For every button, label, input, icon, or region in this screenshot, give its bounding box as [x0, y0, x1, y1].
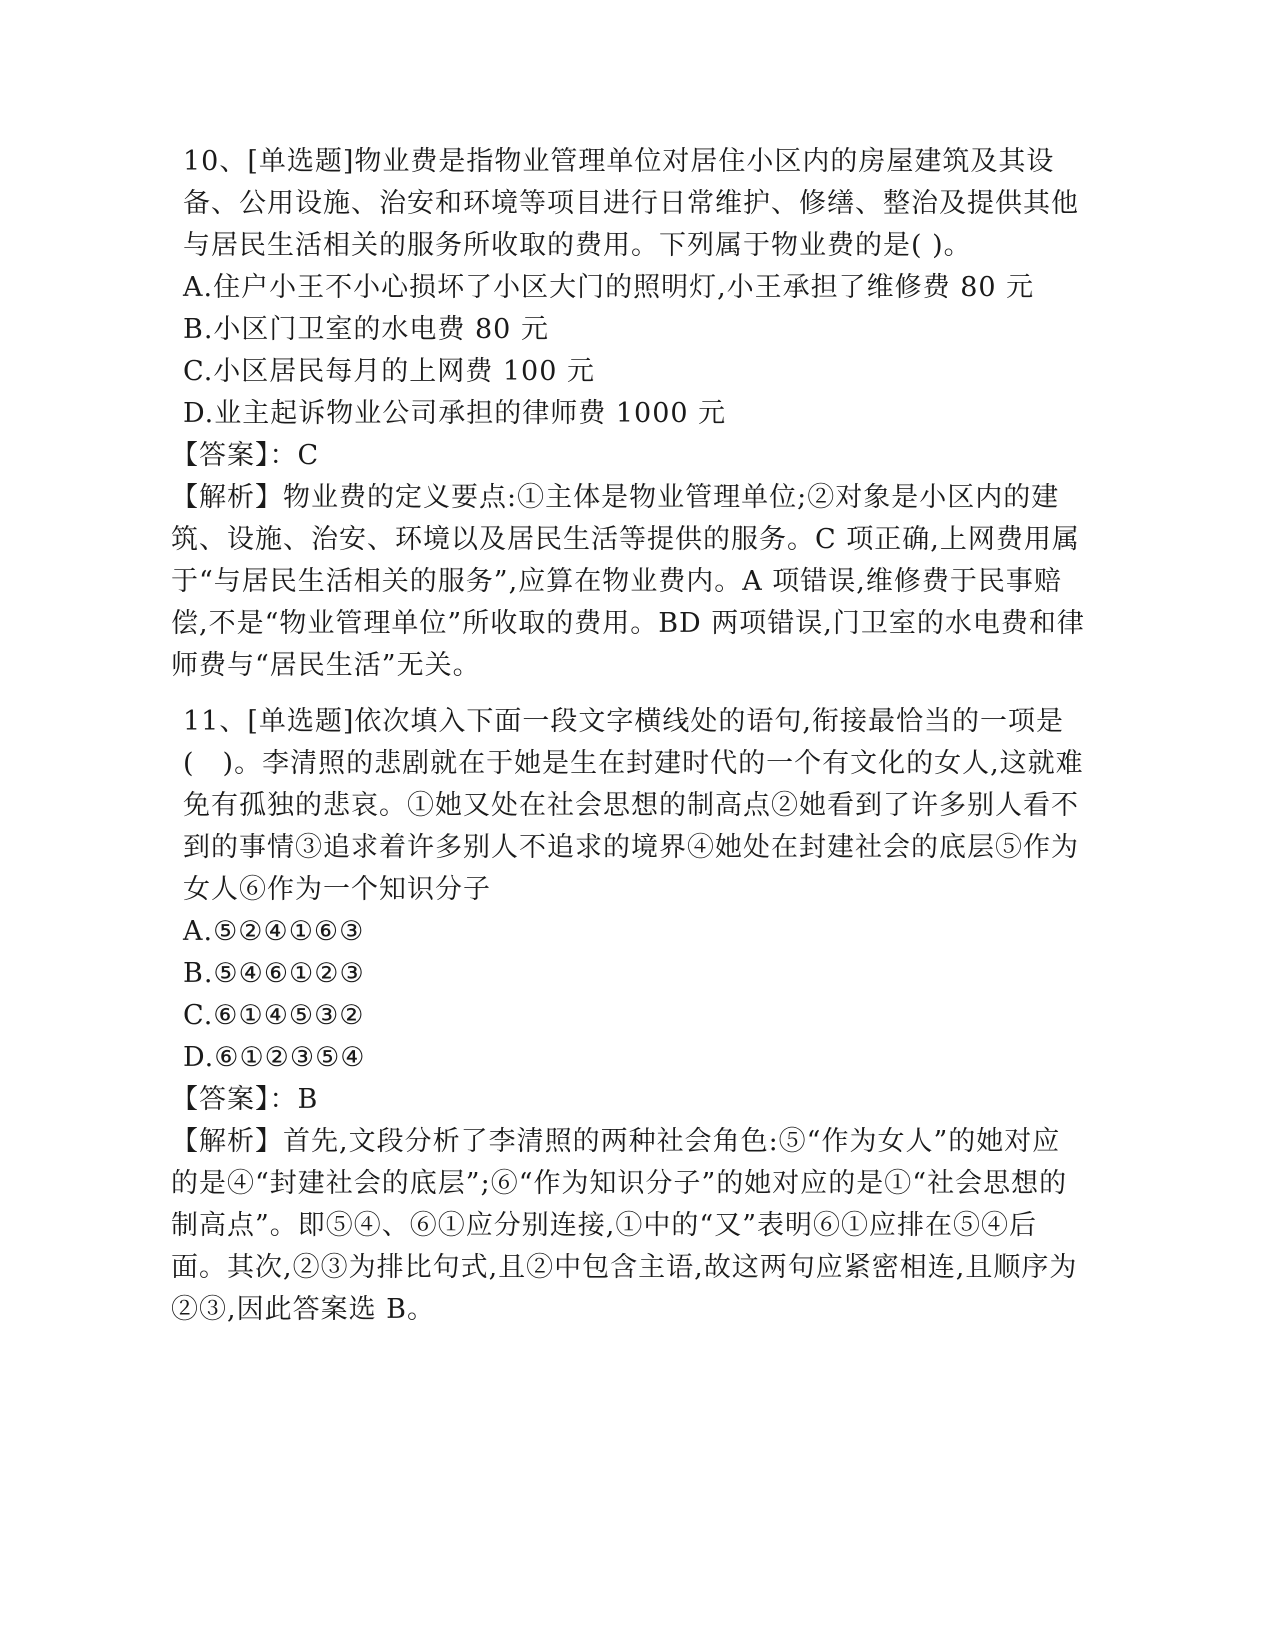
document-page — [171, 141, 1088, 1331]
option-a: A.⑤②④①⑥③ — [183, 916, 365, 947]
option-c: C.⑥①④⑤③② — [183, 1000, 365, 1031]
option-d: D.⑥①②③⑤④ — [183, 1042, 366, 1073]
question-spacer — [183, 687, 1088, 701]
question-stem: 10、[单选题]物业费是指物业管理单位对居住小区内的房屋建筑及其设备、公用设施、治安和环境等项目进行日常维护、修缮、整治及提供其他与居民生活相关的服务所收取的费用。下列属于物业费的是( )。 — [183, 146, 1079, 261]
analysis-paragraph: 【解析】物业费的定义要点:①主体是物业管理单位;②对象是小区内的建筑、设施、治安、环境以及居民生活等提供的服务。C 项正确,上网费用属于“与居民生活相关的服务”,应算在物业费内。A 项错误,维修费于民事赔偿,不是“物业管理单位”所收取的费用。BD 两项错误,门卫室的水电费和律师费与“居民生活”无关。 — [171, 482, 1085, 681]
option-b: B.⑤④⑥①②③ — [183, 958, 365, 989]
option-c: C.小区居民每月的上网费 100 元 — [183, 356, 595, 387]
question-10 — [171, 141, 1088, 687]
answer-line: 【答案】：C — [171, 440, 320, 471]
analysis-paragraph: 【解析】首先,文段分析了李清照的两种社会角色:⑤“作为女人”的她对应的是④“封建社会的底层”;⑥“作为知识分子”的她对应的是①“社会思想的制高点”。即⑤④、⑥①应分别连接,①中的“又”表明⑥①应排在⑤④后面。其次,②③为排比句式,且②中包含主语,故这两句应紧密相连,且顺序为②③,因此答案选 B。 — [171, 1126, 1078, 1325]
question-11 — [171, 701, 1088, 1331]
question-stem: 11、[单选题]依次填入下面一段文字横线处的语句,衔接最恰当的一项是( )。李清照的悲剧就在于她是生在封建时代的一个有文化的女人,这就难免有孤独的悲哀。①她又处在社会思想的制高点②她看到了许多别人看不到的事情③追求着许多别人不追求的境界④她处在封建社会的底层⑤作为女人⑥作为一个知识分子 — [183, 706, 1084, 905]
option-a: A.住户小王不小心损坏了小区大门的照明灯,小王承担了维修费 80 元 — [183, 272, 1035, 303]
option-d: D.业主起诉物业公司承担的律师费 1000 元 — [183, 398, 727, 429]
answer-line: 【答案】：B — [171, 1084, 319, 1115]
option-b: B.小区门卫室的水电费 80 元 — [183, 314, 549, 345]
